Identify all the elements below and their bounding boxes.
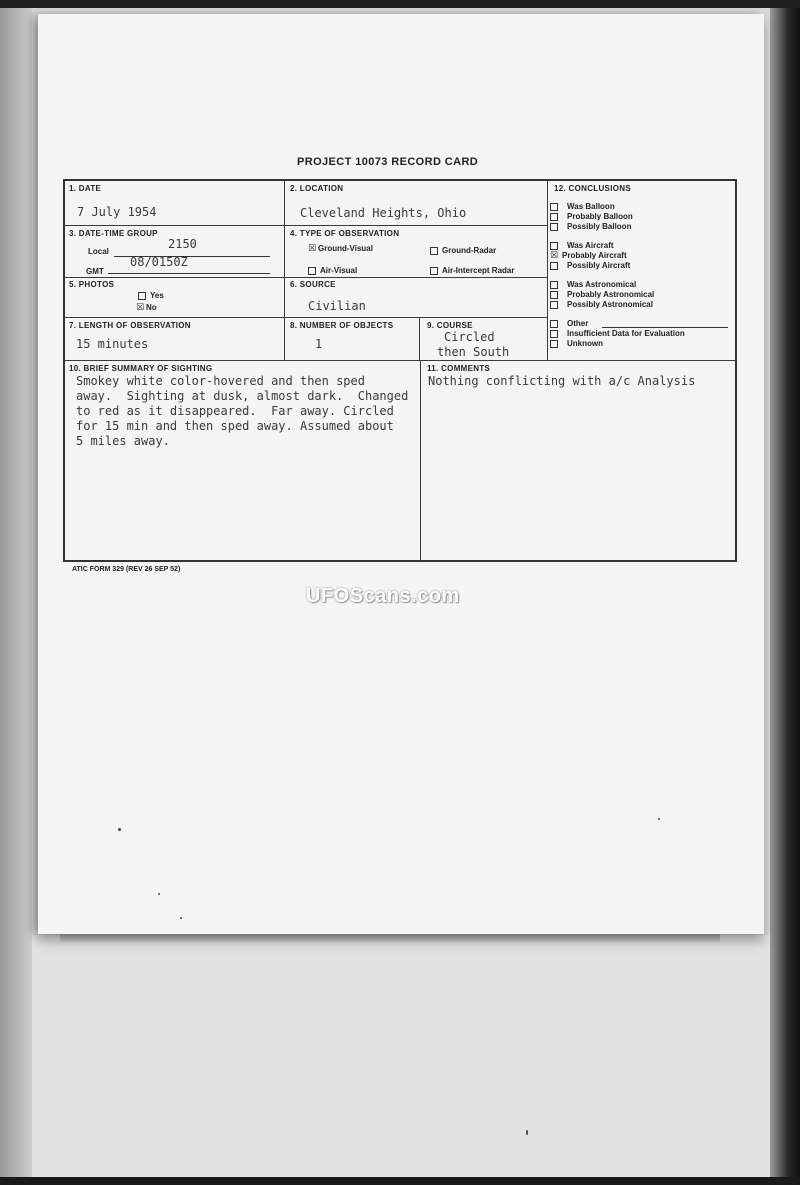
scan-speck [180,917,182,919]
checkbox-icon [308,267,316,275]
source-label: 6. SOURCE [290,280,336,289]
photos-no-text: No [146,303,157,313]
scan-speck [158,893,160,895]
course-label: 9. COURSE [427,321,473,330]
checkbox-icon [550,291,558,299]
card-title: PROJECT 10073 RECORD CARD [297,156,479,168]
photos-yes [138,291,164,300]
conclusion-text: Other [567,319,589,328]
scan-border-bottom [0,1177,800,1185]
air-intercept-radar-text: Air-Intercept Radar [442,266,515,275]
checkbox-icon [430,247,438,255]
checkbox-icon [550,203,558,211]
conclusions-label: 12. CONCLUSIONS [554,184,631,193]
conclusion-item [550,290,654,300]
conclusion-item [550,339,603,349]
date-value: 7 July 1954 [77,205,157,219]
air-visual-text: Air-Visual [320,266,358,275]
gmt-value: 08/0150Z [130,255,188,269]
checkbox-icon [550,213,558,221]
scan-lower-area [32,935,770,1177]
summary-line-3: to red as it disappeared. Far away. Circled [76,404,394,418]
comments-value: Nothing conflicting with a/c Analysis [428,374,696,388]
option-ground-radar [430,246,496,255]
option-ground-visual [308,244,373,254]
option-air-visual [308,266,357,275]
conclusion-item [550,319,588,329]
conclusion-text: Unknown [567,339,603,348]
summary-label: 10. BRIEF SUMMARY OF SIGHTING [69,364,213,373]
datetime-label: 3. DATE-TIME GROUP [69,229,158,238]
scan-border-right [770,0,800,1185]
watermark: UFOScans.com [306,585,460,607]
scan-border-left [0,0,32,1185]
length-label: 7. LENGTH OF OBSERVATION [69,321,191,330]
photos-no [136,303,157,313]
conclusion-text: Was Aircraft [567,241,614,250]
checkbox-icon [550,340,558,348]
ground-radar-text: Ground-Radar [442,246,497,255]
conclusion-item [550,300,653,310]
scan-border-top [0,0,800,8]
conclusion-text: Possibly Aircraft [567,261,631,270]
conclusion-item [550,251,627,261]
conclusion-item [550,212,633,222]
conclusion-text: Insufficient Data for Evaluation [567,329,685,338]
observation-type-label: 4. TYPE OF OBSERVATION [290,229,400,238]
checkbox-icon [550,301,558,309]
objects-label: 8. NUMBER OF OBJECTS [290,321,394,330]
checkbox-icon [138,292,146,300]
option-air-intercept-radar [430,266,514,275]
conclusion-text: Possibly Balloon [567,222,632,231]
conclusion-item [550,202,615,212]
gmt-line [108,273,270,274]
conclusion-text: Probably Balloon [567,212,633,221]
conclusion-text: Was Astronomical [567,280,637,289]
length-value: 15 minutes [76,337,149,351]
conclusion-item [550,241,614,251]
scan-speck [658,818,660,820]
location-label: 2. LOCATION [290,184,344,193]
summary-line-2: away. Sighting at dusk, almost dark. Changed [76,389,409,403]
photos-yes-text: Yes [150,291,164,300]
gmt-label: GMT [86,267,104,276]
checkmark-icon: ☒ [550,251,559,261]
location-value: Cleveland Heights, Ohio [300,206,467,220]
scan-speck [118,828,121,831]
source-value: Civilian [308,299,366,313]
checkmark-icon: ☒ [308,244,317,254]
conclusion-text: Possibly Astronomical [567,300,653,309]
scan-speck [526,1130,528,1135]
course-line-1: Circled [444,330,495,344]
checkbox-icon [550,242,558,250]
conclusion-text: Was Balloon [567,202,615,211]
checkbox-icon [550,281,558,289]
objects-value: 1 [315,337,323,351]
comments-label: 11. COMMENTS [427,364,491,373]
checkbox-icon [550,262,558,270]
conclusion-text: Probably Astronomical [567,290,655,299]
summary-line-1: Smokey white color-hovered and then sped [76,374,365,388]
local-label: Local [88,247,109,256]
course-line-2: then South [437,345,510,359]
summary-line-5: 5 miles away. [76,434,170,448]
checkmark-icon: ☒ [136,303,145,313]
other-line [602,327,728,328]
checkbox-icon [430,267,438,275]
photos-label: 5. PHOTOS [69,280,115,289]
checkbox-icon [550,320,558,328]
conclusion-item [550,329,685,339]
ground-visual-text: Ground-Visual [318,244,373,254]
conclusion-item [550,222,631,232]
summary-line-4: for 15 min and then sped away. Assumed about [76,419,394,433]
conclusion-text: Probably Aircraft [562,251,627,261]
date-label: 1. DATE [69,184,102,193]
conclusion-item [550,280,636,290]
checkbox-icon [550,330,558,338]
checkbox-icon [550,223,558,231]
form-number: ATIC FORM 329 (REV 26 SEP 52) [72,566,181,573]
conclusion-item [550,261,630,271]
local-value: 2150 [168,237,197,251]
